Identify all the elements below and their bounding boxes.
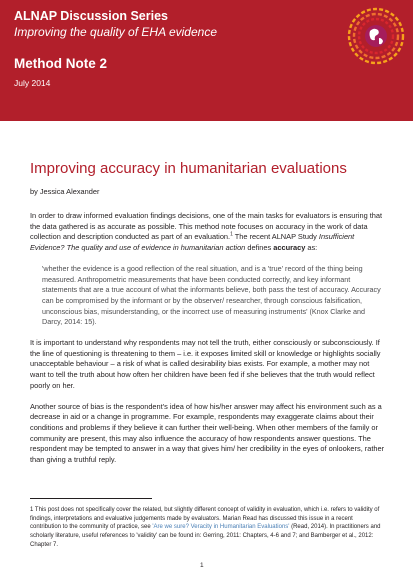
footnote-link[interactable]: 'Are we sure? Veracity in Humanitarian Evaluations' — [152, 524, 290, 531]
footnote-text: This post does not specifically cover the related, but slightly different concept of validity in evaluation, which i.e. refers to validity of findings, interpretations and evaluative judgements made by evaluators. Marian Read has discussed this issue in a recent contribution to the community of practice, see — [30, 507, 380, 531]
footnote-reference[interactable]: 1 — [230, 231, 233, 238]
publication-date: July 2014 — [14, 78, 51, 88]
footnote-divider — [30, 498, 152, 499]
footnote-text-2: (Read, 2014). In practitioners and scholarly literature, useful references to 'validity' can be found in: Gerring, 2011: Chapters, 4-6 and 7; and Bamberger et al., 2012: Chapter 7. — [30, 524, 381, 548]
header-banner — [0, 0, 413, 121]
logo-globe — [365, 25, 387, 47]
desirability-bias-paragraph: It is important to understand why respondents may not tell the truth, either consciously or subconsciously. If the line of questioning is threatening to them – i.e. it exposes limited skill or knowledge or highlights socially unacceptable behaviour – a risk of what is called desirability bias exists. For example, a mother may not want to tell the truth about how often her children have been fed if she believes that the truth would reflect poorly on her. — [30, 338, 381, 390]
page-number: 1 — [200, 562, 204, 569]
footnote — [30, 506, 385, 550]
study-title: Insufficient Evidence? The quality and use of evidence in humanitarian action — [30, 232, 355, 253]
article-body — [30, 160, 385, 476]
article-title: Improving accuracy in humanitarian evaluations — [30, 160, 347, 177]
intro-text-4: as: — [305, 243, 318, 253]
accuracy-definition-quote: 'whether the evidence is a good reflection of the real situation, and is a 'true' record of the thing being measured. Anthropometric measurements that have been conducted correctly, and key informant statements that are a true account of what the informants believe, both pass the test of accuracy. Accuracy can be compromised by the informant or by the observer/ researcher, through conscious falsification, unconscious bias, misunderstanding, or the incorrect use of measuring instruments' (Knox Clarke and Darcy, 2014: 15). — [42, 263, 381, 327]
respondent-bias-paragraph: Another source of bias is the respondent's idea of how his/her answer may affect his environment such as a decrease in aid or a change in programme. For example, respondents may exaggerate claims about their conditions and problems if they believe it can further their well-being. When other members of the family or community are present, this may also influence the accuracy of how respondents answer questions. The respondent may be tempted to answer in a way that gives him/ her credibility in the eyes of onlookers, rather than giving a truthful reply. — [30, 401, 385, 465]
intro-paragraph — [30, 211, 385, 254]
accuracy-keyword: accuracy — [273, 243, 306, 253]
intro-text: In order to draw informed evaluation findings decisions, one of the main tasks for evaluators is ensuring that the data gathered is as accurate as possible. This method note focuses on accuracy in the work of data collection and description conducted as part of an evaluation. — [30, 211, 383, 242]
intro-text-2: The recent ALNAP Study — [232, 232, 319, 242]
author-byline: by Jessica Alexander — [30, 187, 100, 196]
alnap-globe-logo-icon — [346, 6, 406, 66]
series-title: ALNAP Discussion Series — [14, 9, 168, 23]
method-note-title: Method Note 2 — [14, 56, 107, 71]
series-subtitle: Improving the quality of EHA evidence — [14, 25, 217, 39]
footnote-number: 1 — [30, 507, 34, 513]
intro-text-3: defines — [245, 243, 274, 253]
